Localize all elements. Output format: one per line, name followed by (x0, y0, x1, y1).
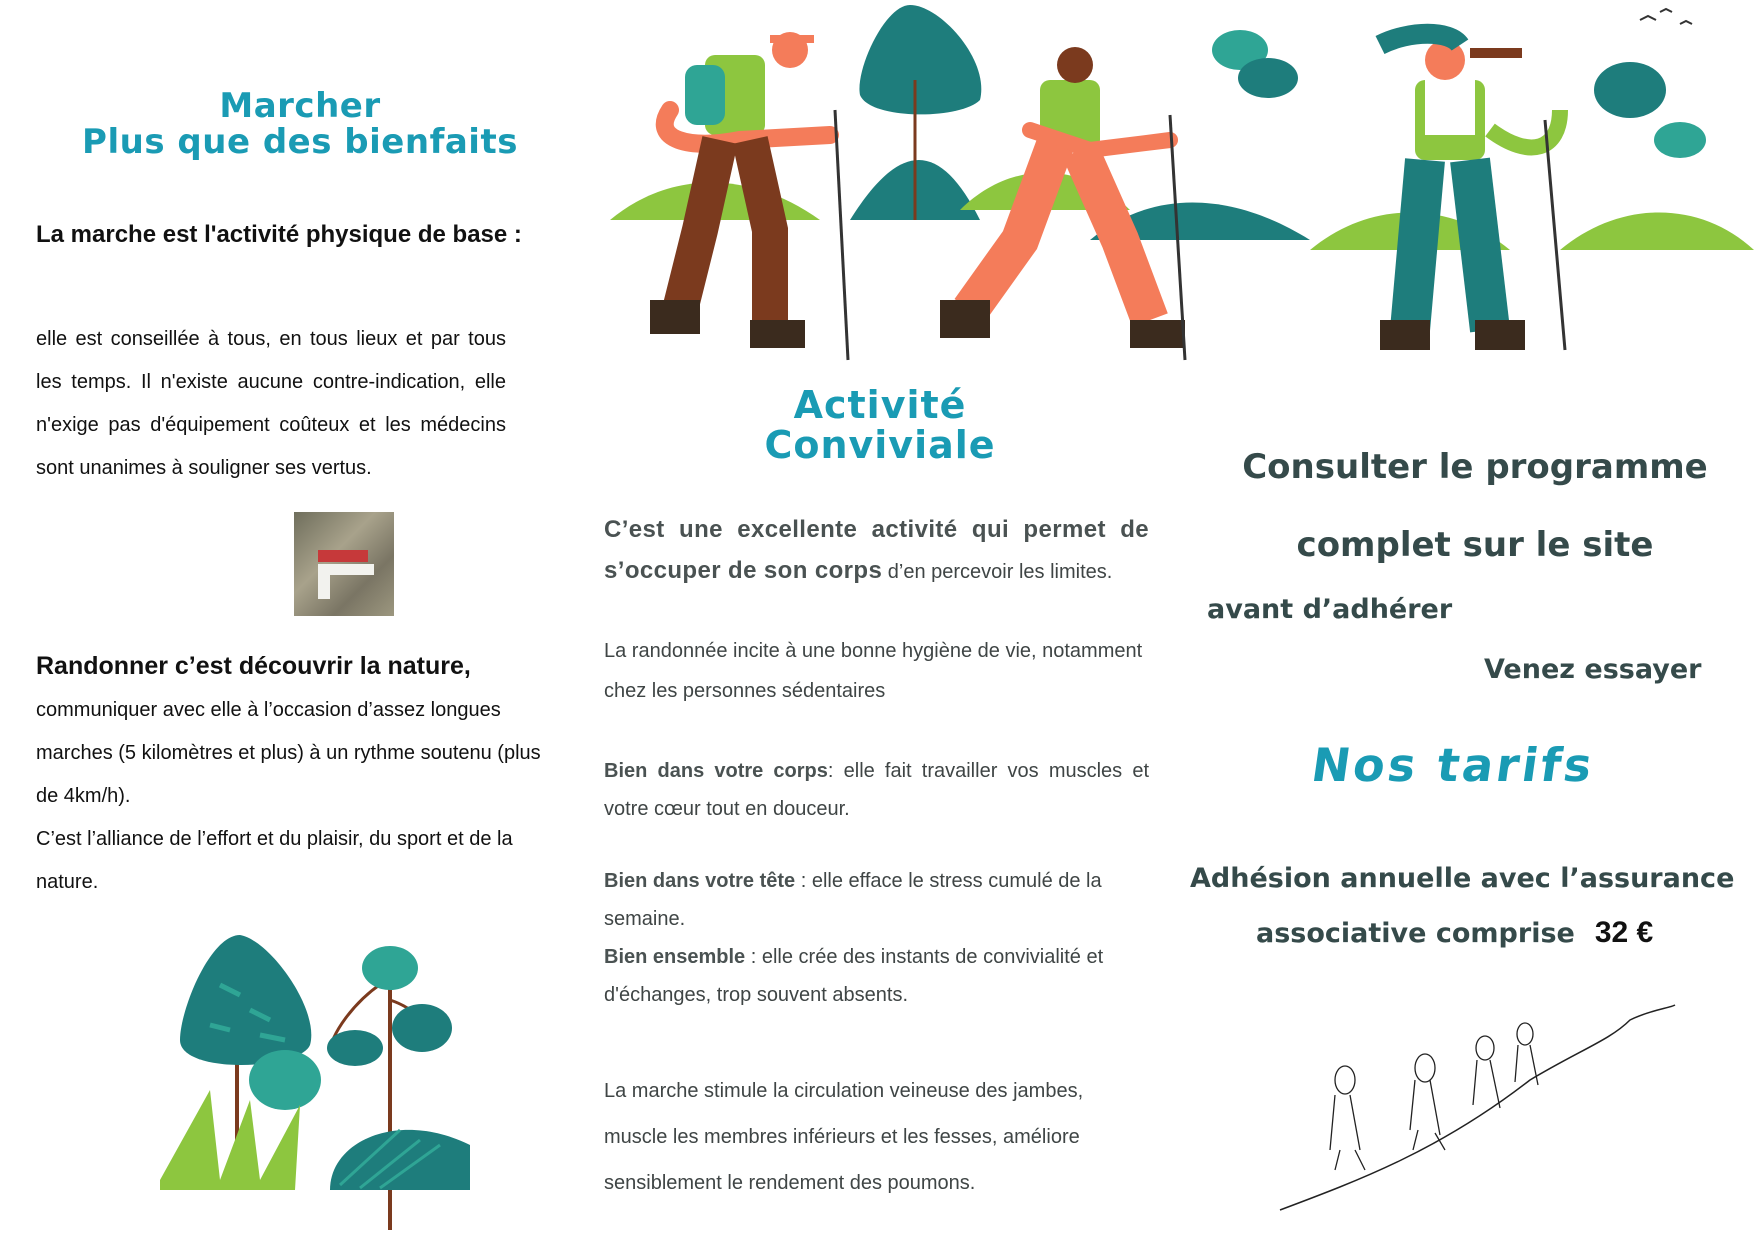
circulation-paragraph: La marche stimule la circulation veineuse des jambes, muscle les membres inférieurs et les fesses, améliore sensiblement le rendement des poumons. (604, 1080, 1084, 1194)
left-title-line1: Marcher (219, 86, 381, 126)
venez-essayer: Venez essayer (1484, 654, 1702, 685)
middle-title (720, 385, 1040, 465)
convivial-paragraph-head (604, 862, 1149, 1014)
trail-marker-image (294, 512, 394, 616)
hikers-illustration (610, 0, 1754, 380)
p3-bold: Bien dans votre corps (604, 760, 828, 782)
alliance-text: C’est l’alliance de l’effort et du plaisir, du sport et de la nature. (36, 828, 513, 893)
tarifs-title: Nos tarifs (1308, 738, 1599, 792)
prog-line2: complet sur le site (1296, 525, 1654, 565)
p5-rest: : elle crée des instants de convivialité et d'échanges, trop souvent absents. (604, 946, 1104, 1006)
adhesion-line1: Adhésion annuelle avec l’assurance (1190, 863, 1735, 894)
p4-bold: Bien dans votre tête (604, 870, 796, 892)
p3-rest: : elle fait travailler vos muscles et votre cœur tout en douceur. (604, 760, 1150, 820)
intro-paragraph: elle est conseillée à tous, en tous lieux et par tous les temps. Il n'existe aucune contre-indication, elle n'exige pas d'équipement coûteux et les médecins sont unanimes à souligner ses vertus. (36, 328, 506, 479)
nature-text: communiquer avec elle à l’occasion d’assez longues marches (5 kilomètres et plus) à un rythme soutenu (plus de 4km/h). (36, 699, 541, 807)
left-title (60, 88, 540, 160)
prog-line1: Consulter le programme (1242, 447, 1708, 487)
line-art-hikers (1280, 1000, 1680, 1220)
trees-illustration (150, 930, 470, 1240)
adhesion-line2: associative comprise (1256, 918, 1575, 949)
p4-rest: : elle efface le stress cumulé de la semaine. (604, 870, 1102, 930)
middle-title-line1: Activité (793, 383, 967, 427)
adhesion-info (1190, 852, 1740, 961)
convivial-paragraph-1 (604, 510, 1149, 592)
nature-heading: Randonner c’est découvrir la nature, (36, 652, 471, 680)
left-title-line2: Plus que des bienfaits (82, 122, 518, 162)
p1-rest: d’en percevoir les limites. (882, 561, 1113, 583)
convivial-paragraph-body (604, 752, 1149, 828)
avant-adherer: avant d’adhérer (1207, 594, 1453, 625)
nature-block (36, 689, 556, 904)
p5-bold: Bien ensemble (604, 946, 746, 968)
convivial-paragraph-2: La randonnée incite à une bonne hygiène de vie, notamment chez les personnes sédentaires (604, 640, 1143, 702)
price: 32 € (1594, 916, 1654, 949)
lead-paragraph: La marche est l'activité physique de base : (36, 221, 522, 248)
programme-notice (1210, 428, 1740, 584)
middle-title-line2: Conviviale (764, 423, 996, 467)
p1-bold: C’est une excellente activité qui permet de s’occuper de son corps (604, 516, 1149, 584)
